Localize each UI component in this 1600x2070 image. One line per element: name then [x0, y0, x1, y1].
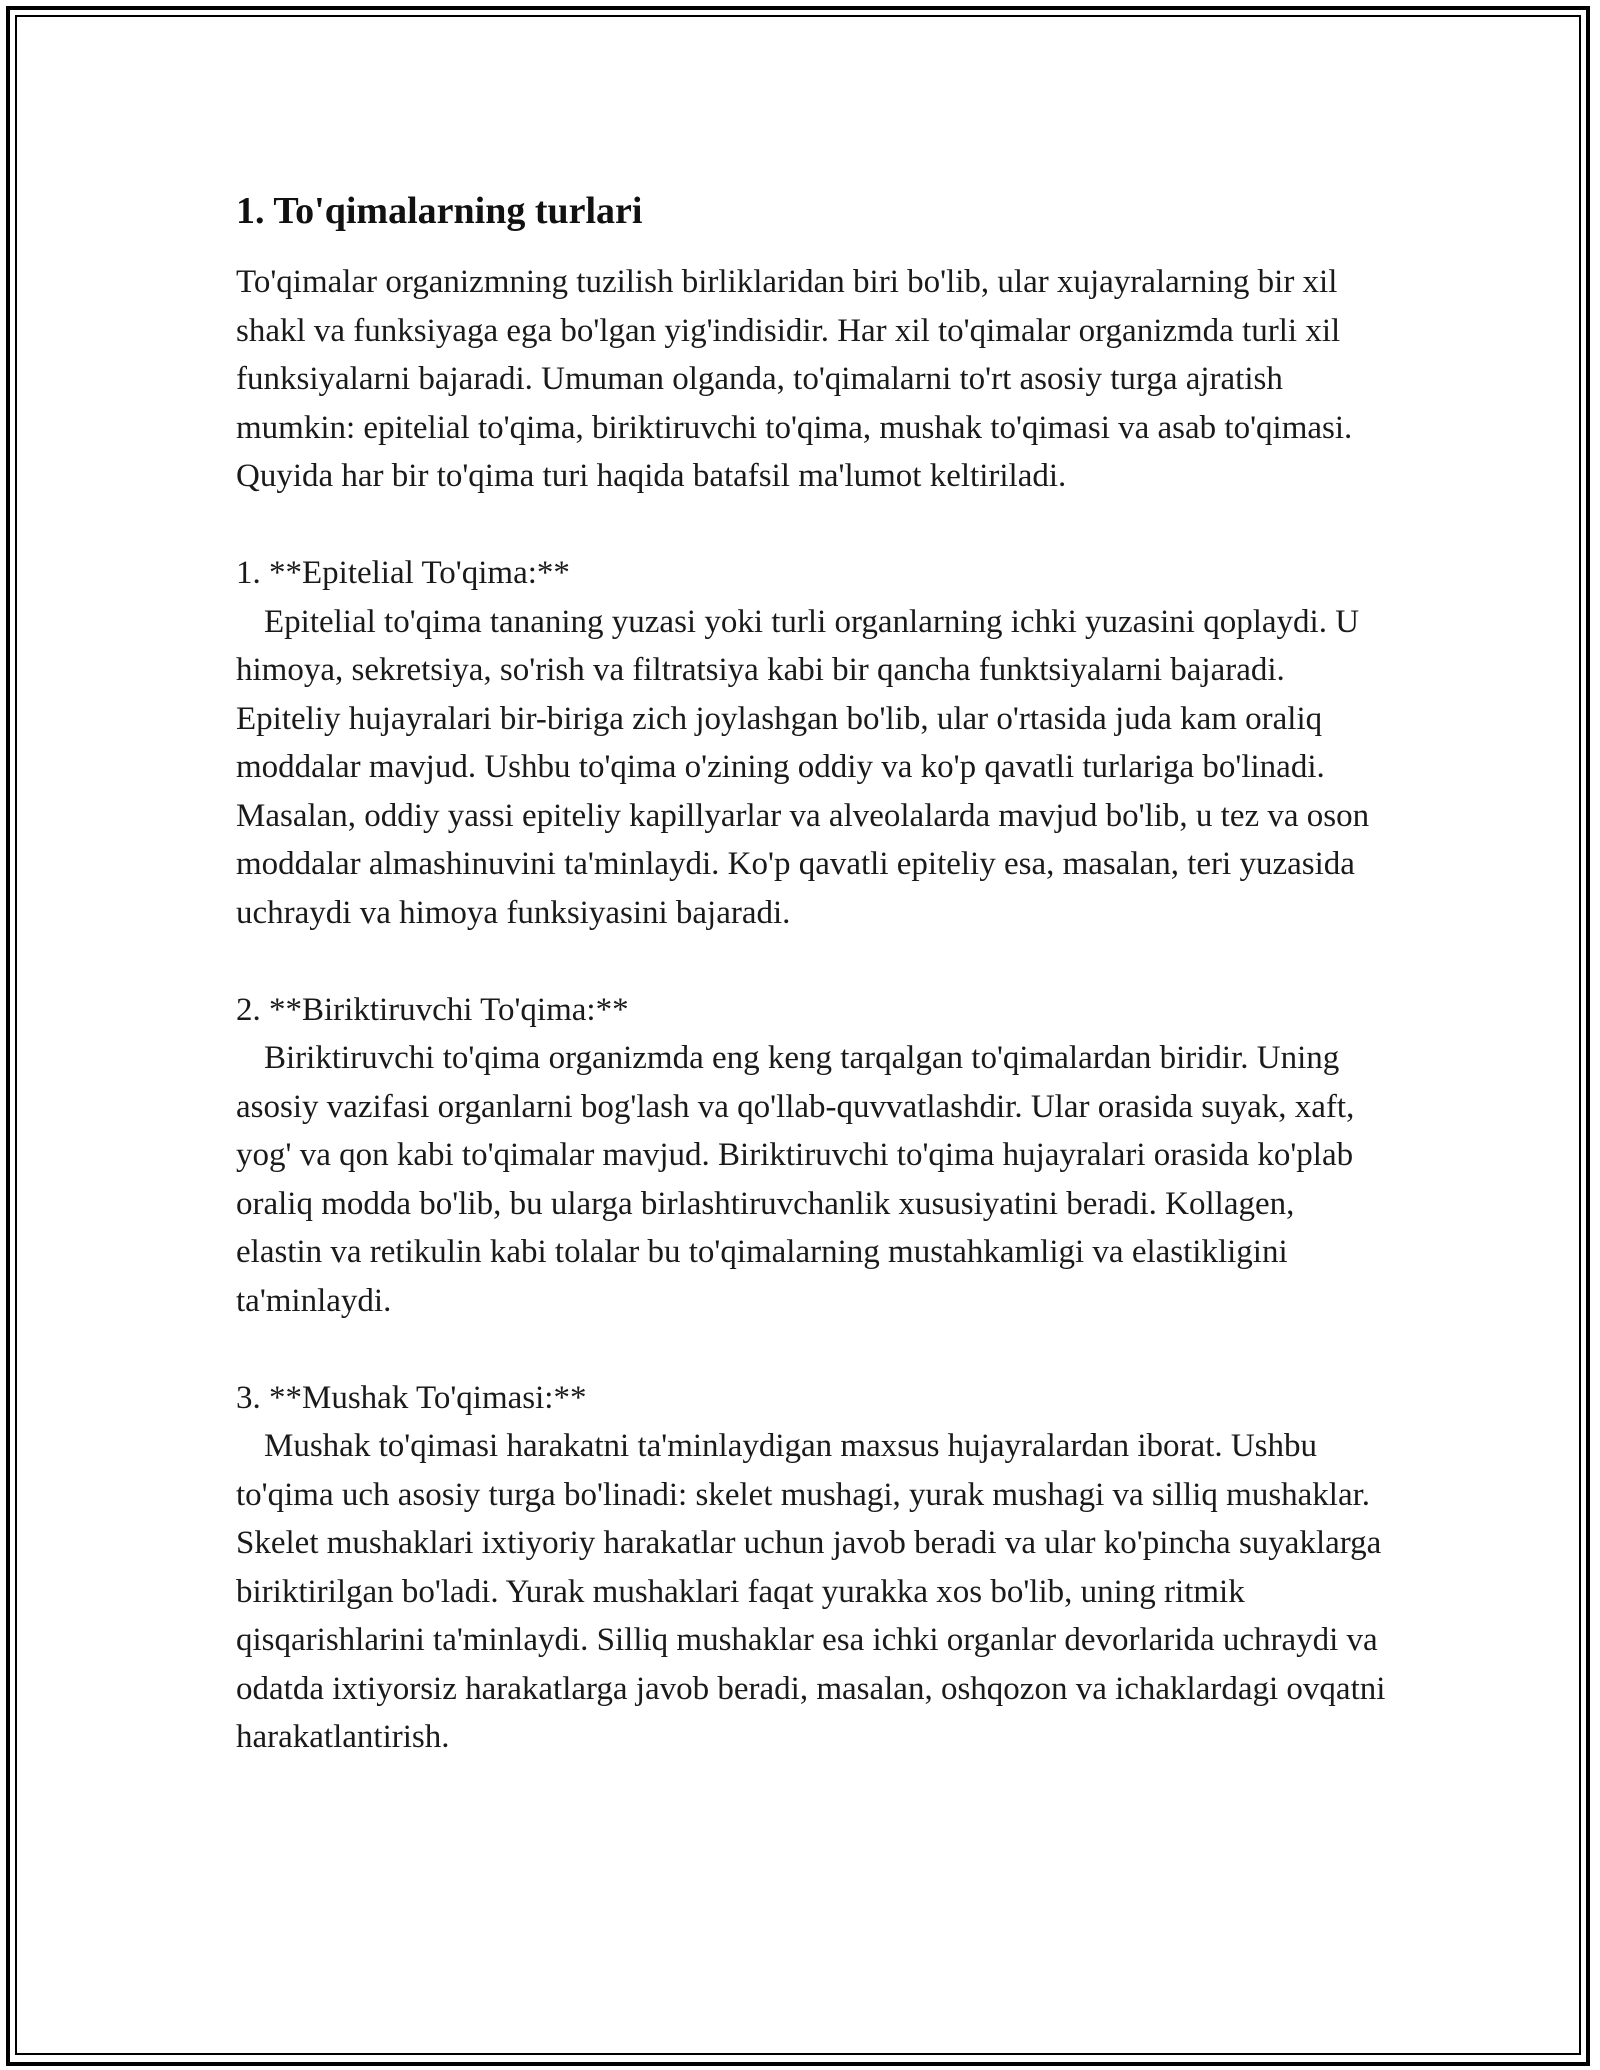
section-epithelial [236, 549, 1386, 937]
document-content [236, 186, 1386, 1762]
section-connective [236, 986, 1386, 1326]
document-title: 1. To'qimalarning turlari [236, 190, 643, 232]
section-body: Mushak to'qimasi harakatni ta'minlaydigan maxsus hujayralardan iborat. Ushbu to'qima uch asosiy turga bo'linadi: skelet mushagi, yurak mushagi va silliq mushaklar. Skelet mushaklari ixtiyoriy harakatlar uchun javob beradi va ular ko'pincha suyaklarga biriktirilgan bo'ladi. Yurak mushaklari faqat yurakka xos bo'lib, uning ritmik qisqarishlarini ta'minlaydi. Silliq mushaklar esa ichki organlar devorlarida uchraydi va odatda ixtiyorsiz harakatlarga javob beradi, masalan, oshqozon va ichaklardagi ovqatni harakatlantirish. [236, 1428, 1386, 1755]
section-body: Epitelial to'qima tananing yuzasi yoki turli organlarning ichki yuzasini qoplaydi. U himoya, sekretsiya, so'rish va filtratsiya kabi bir qancha funktsiyalarni bajaradi. Epiteliy hujayralari bir-biriga zich joylashgan bo'lib, ular o'rtasida juda kam oraliq moddalar mavjud. Ushbu to'qima o'zining oddiy va ko'p qavatli turlariga bo'linadi. Masalan, oddiy yassi epiteliy kapillyarlar va alveolalarda mavjud bo'lib, u tez va oson moddalar almashinuvini ta'minlaydi. Ko'p qavatli epiteliy esa, masalan, teri yuzasida uchraydi va himoya funksiyasini bajaradi. [236, 603, 1370, 931]
intro-paragraph: To'qimalar organizmning tuzilish birliklaridan biri bo'lib, ular xujayralarning bir xil shakl va funksiyaga ega bo'lgan yig'indisidir. Har xil to'qimalar organizmda turli xil funksiyalarni bajaradi. Umuman olganda, to'qimalarni to'rt asosiy turga ajratish mumkin: epitelial to'qima, biriktiruvchi to'qima, mushak to'qimasi va asab to'qimasi. Quyida har bir to'qima turi haqida batafsil ma'lumot keltiriladi. [236, 264, 1353, 494]
section-muscle [236, 1374, 1386, 1762]
section-body: Biriktiruvchi to'qima organizmda eng keng tarqalgan to'qimalardan biridir. Uning asosiy vazifasi organlarni bog'lash va qo'llab-quvvatlashdir. Ular orasida suyak, xaft, yog' va qon kabi to'qimalar mavjud. Biriktiruvchi to'qima hujayralari orasida ko'plab oraliq modda bo'lib, bu ularga birlashtiruvchanlik xususiyatini beradi. Kollagen, elastin va retikulin kabi tolalar bu to'qimalarning mustahkamligi va elastikligini ta'minlaydi. [236, 1040, 1355, 1319]
section-heading: 3. **Mushak To'qimasi:** [236, 1379, 587, 1416]
section-heading: 1. **Epitelial To'qima:** [236, 555, 570, 591]
section-heading: 2. **Biriktiruvchi To'qima:** [236, 991, 629, 1028]
